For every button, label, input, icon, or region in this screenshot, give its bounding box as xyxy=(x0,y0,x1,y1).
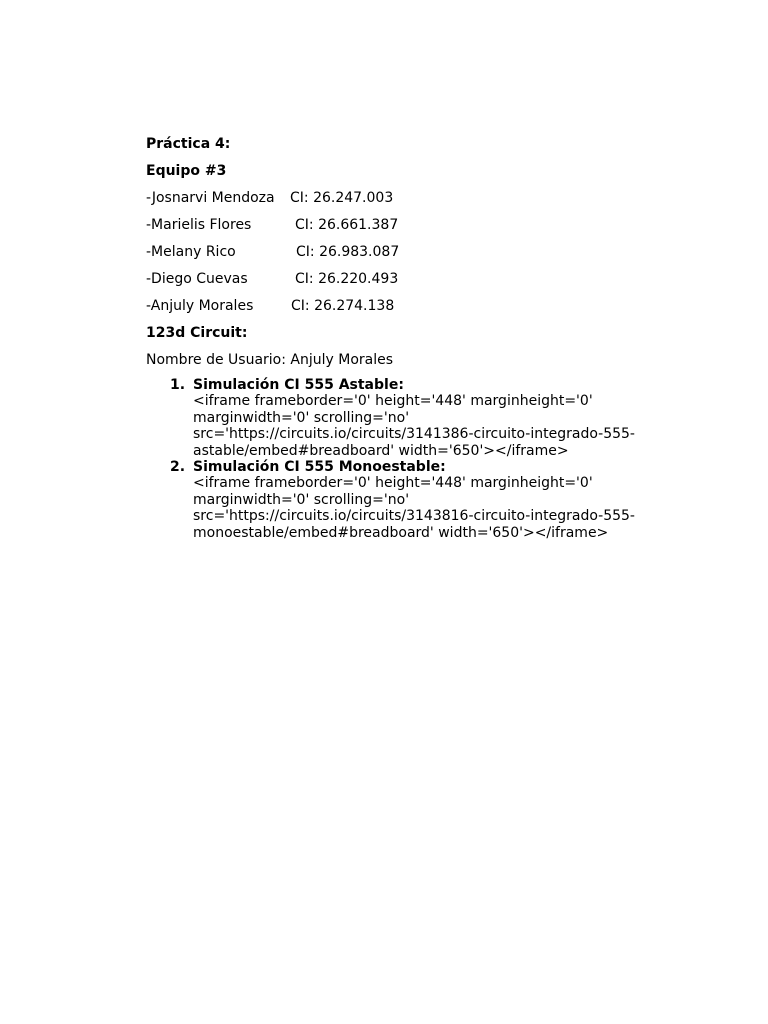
member-row xyxy=(146,217,706,234)
circuit-heading: 123d Circuit: xyxy=(146,325,248,341)
member-name: -Marielis Flores xyxy=(146,217,252,233)
member-ci: CI: 26.661.387 xyxy=(295,217,399,233)
list-item xyxy=(146,377,706,459)
embed-code-line: monoestable/embed#breadboard' width='650'></iframe> xyxy=(193,524,609,541)
member-ci: CI: 26.274.138 xyxy=(291,298,395,314)
list-number: 1. xyxy=(170,377,186,393)
member-row xyxy=(146,244,706,261)
embed-code-line: marginwidth='0' scrolling='no' xyxy=(193,409,410,426)
member-ci: CI: 26.220.493 xyxy=(295,271,399,287)
embed-code-line: <iframe frameborder='0' height='448' marginheight='0' xyxy=(193,475,593,492)
embed-code-line: <iframe frameborder='0' height='448' marginheight='0' xyxy=(193,393,593,410)
embed-code-line: src='https://circuits.io/circuits/3143816-circuito-integrado-555- xyxy=(193,508,635,525)
member-name: -Josnarvi Mendoza xyxy=(146,190,275,206)
practice-heading: Práctica 4: xyxy=(146,136,231,152)
embed-code-line: src='https://circuits.io/circuits/3141386-circuito-integrado-555- xyxy=(193,426,635,443)
document-body xyxy=(146,136,706,541)
simulation-title: Simulación CI 555 Monoestable: xyxy=(193,459,446,476)
list-item xyxy=(146,459,706,541)
simulation-list xyxy=(146,377,706,541)
username-line: Nombre de Usuario: Anjuly Morales xyxy=(146,352,394,368)
simulation-title: Simulación CI 555 Astable: xyxy=(193,377,404,393)
member-name: -Melany Rico xyxy=(146,244,236,260)
member-row xyxy=(146,271,706,288)
list-number: 2. xyxy=(170,459,186,476)
member-row xyxy=(146,298,706,315)
member-ci: CI: 26.247.003 xyxy=(290,190,394,206)
team-heading: Equipo #3 xyxy=(146,163,227,179)
member-row xyxy=(146,190,706,207)
member-ci: CI: 26.983.087 xyxy=(296,244,400,260)
embed-code-line: astable/embed#breadboard' width='650'></iframe> xyxy=(193,442,569,459)
member-name: -Anjuly Morales xyxy=(146,298,254,314)
member-name: -Diego Cuevas xyxy=(146,271,248,287)
embed-code-line: marginwidth='0' scrolling='no' xyxy=(193,491,410,508)
